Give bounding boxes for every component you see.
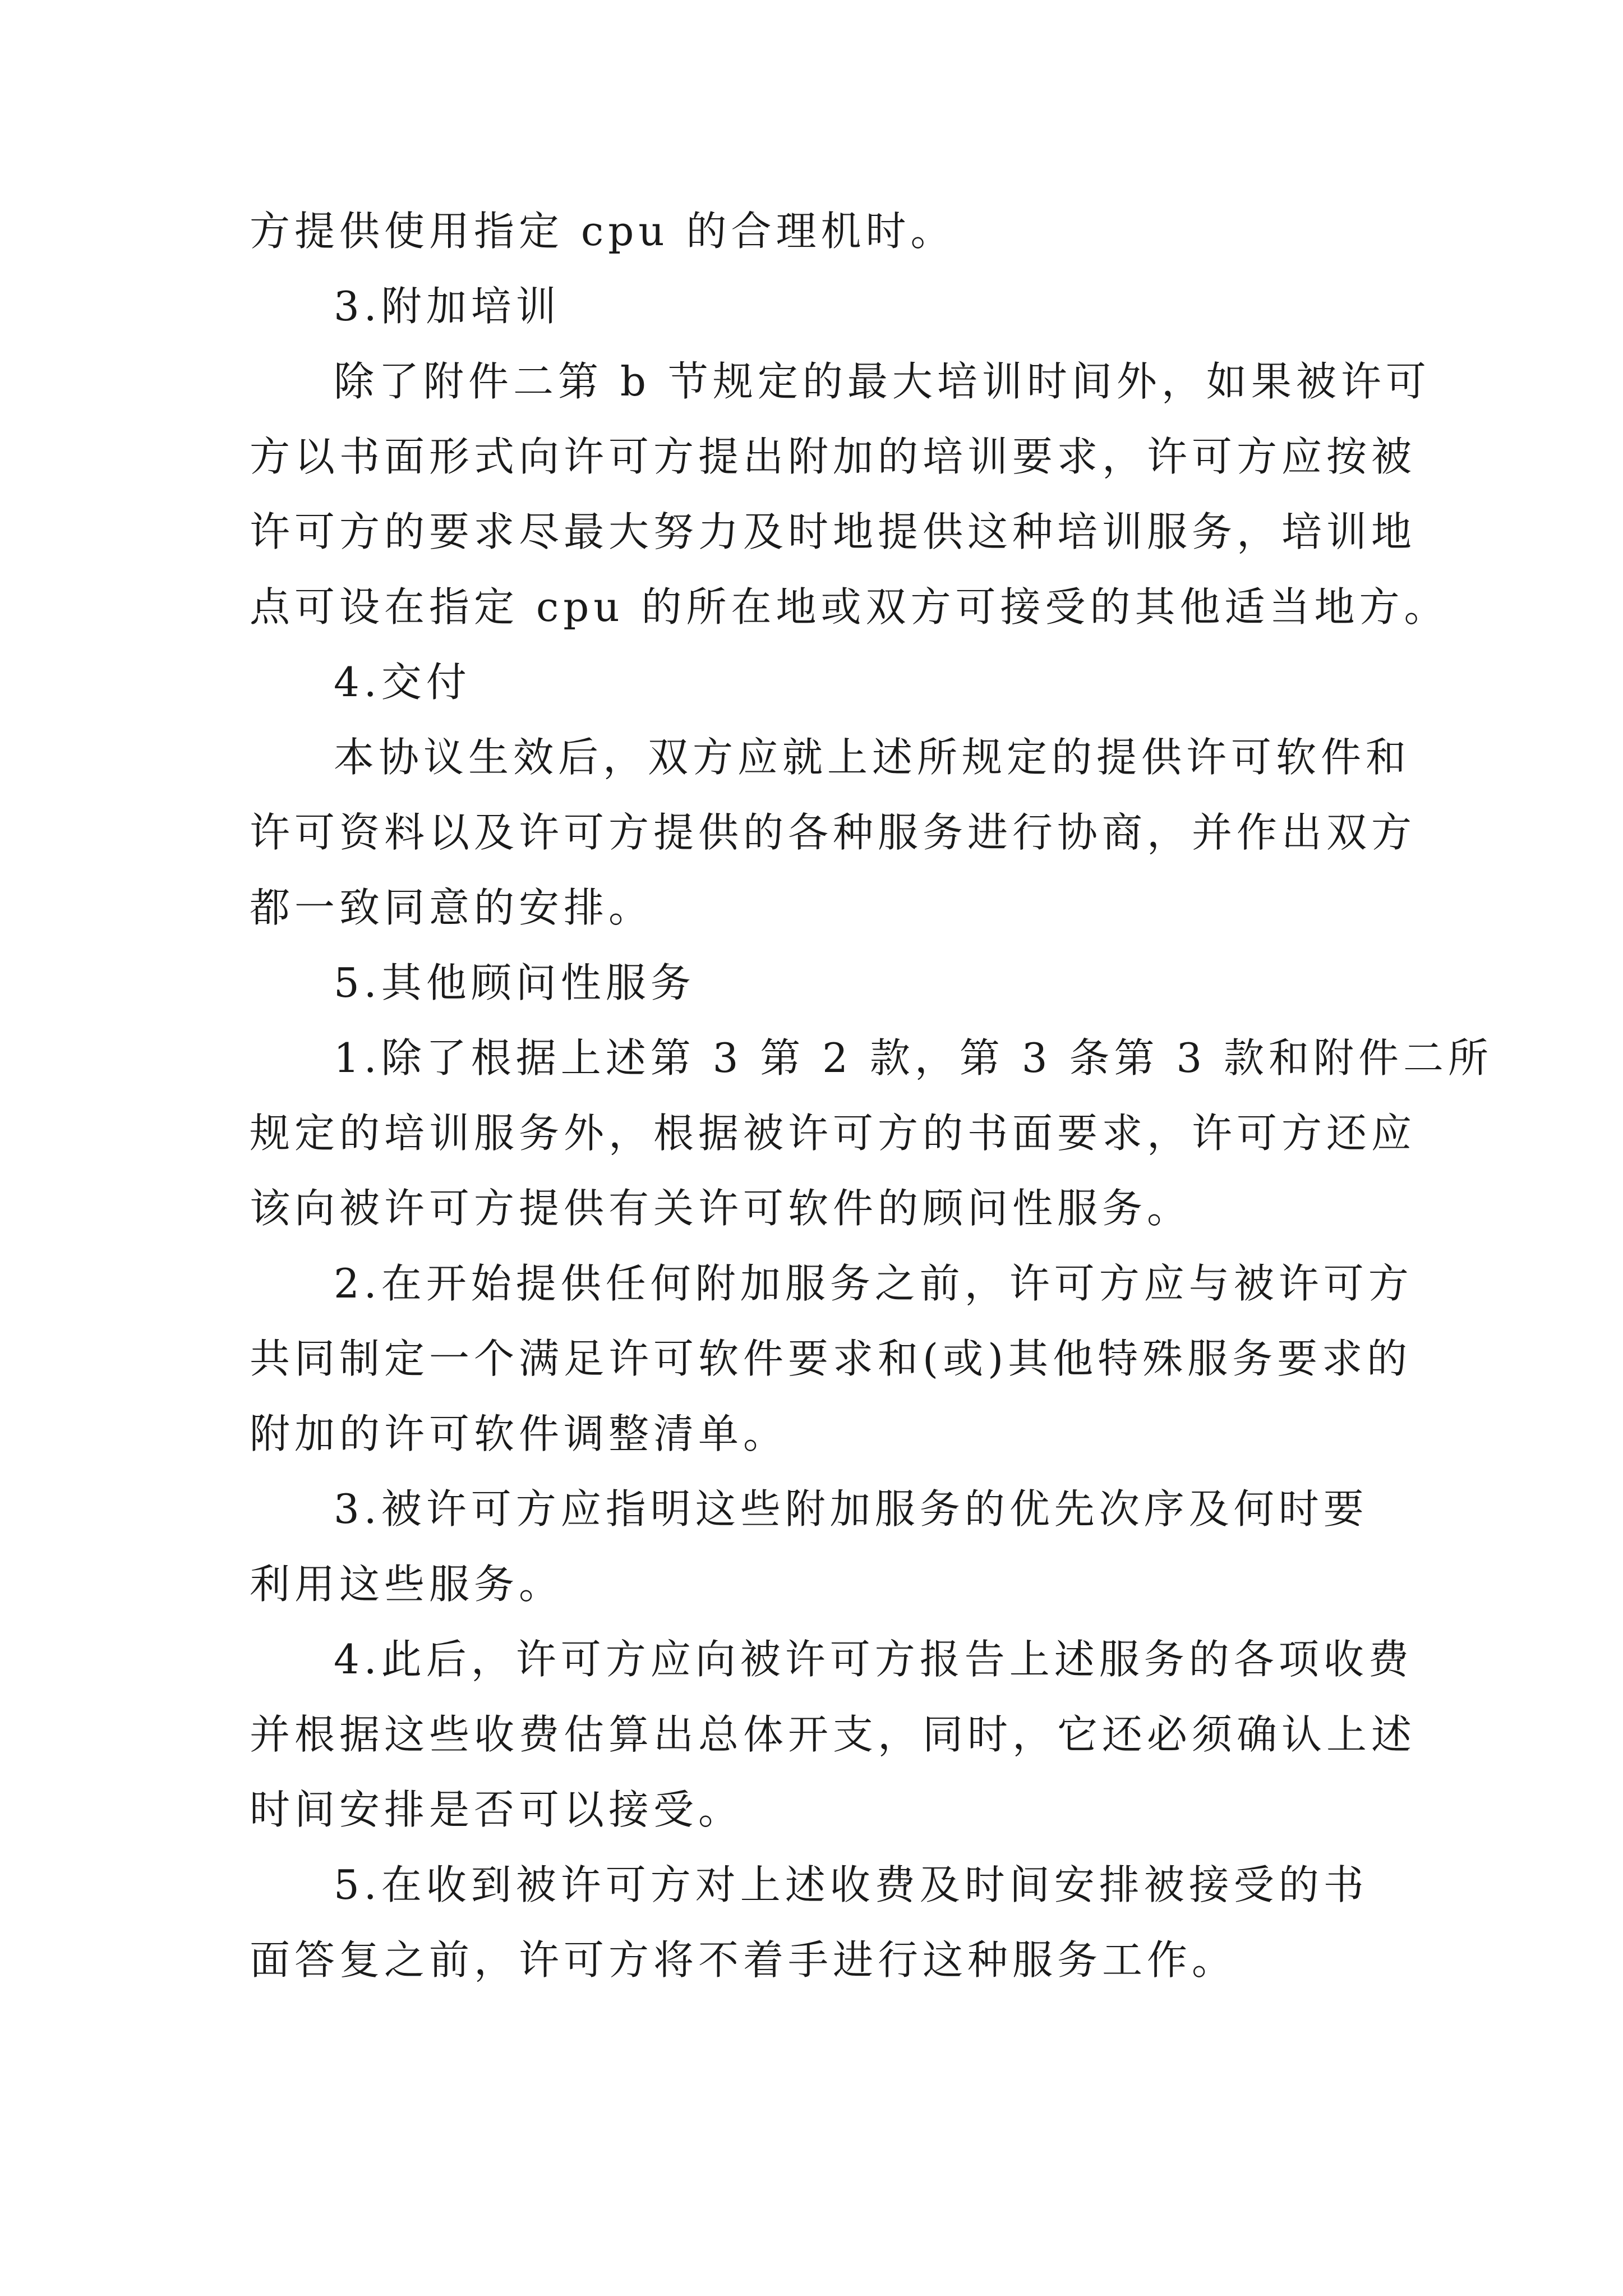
- text-line: 除了附件二第 b 节规定的最大培训时间外，如果被许可: [334, 358, 1431, 405]
- text-line: 都一致同意的安排。: [250, 884, 654, 931]
- text-line: 方以书面形式向许可方提出附加的培训要求，许可方应按被: [250, 433, 1417, 480]
- document-page: [250, 194, 1493, 1998]
- text-line: 点可设在指定 cpu 的所在地或双方可接受的其他适当地方。: [250, 583, 1449, 631]
- text-line: 并根据这些收费估算出总体开支，同时，它还必须确认上述: [250, 1711, 1417, 1758]
- text-line: 1.除了根据上述第 3 第 2 款，第 3 条第 3 款和附件二所: [334, 1034, 1493, 1082]
- text-line: 5.在收到被许可方对上述收费及时间安排被接受的书: [334, 1861, 1368, 1908]
- text-line: 利用这些服务。: [250, 1561, 564, 1608]
- text-line: 2.在开始提供任何附加服务之前，许可方应与被许可方: [334, 1260, 1413, 1307]
- section-heading: 3.附加培训: [334, 283, 561, 330]
- text-line: 该向被许可方提供有关许可软件的顾问性服务。: [250, 1185, 1192, 1232]
- text-line: 时间安排是否可以接受。: [250, 1786, 744, 1833]
- text-line: 附加的许可软件调整清单。: [250, 1410, 789, 1457]
- text-line: 3.被许可方应指明这些附加服务的优先次序及何时要: [334, 1485, 1368, 1533]
- section-heading: 4.交付: [334, 659, 471, 706]
- text-line: 许可资料以及许可方提供的各种服务进行协商，并作出双方: [250, 809, 1417, 856]
- text-line: 本协议生效后，双方应就上述所规定的提供许可软件和: [334, 734, 1411, 781]
- text-line: 方提供使用指定 cpu 的合理机时。: [250, 208, 956, 255]
- text-line: 许可方的要求尽最大努力及时地提供这种培训服务，培训地: [250, 508, 1417, 555]
- section-heading: 5.其他顾问性服务: [334, 959, 695, 1006]
- text-line: 面答复之前，许可方将不着手进行这种服务工作。: [250, 1936, 1237, 1984]
- text-line: 规定的培训服务外，根据被许可方的书面要求，许可方还应: [250, 1110, 1417, 1157]
- text-line: 4.此后，许可方应向被许可方报告上述服务的各项收费: [334, 1636, 1413, 1683]
- text-line: 共同制定一个满足许可软件要求和(或)其他特殊服务要求的: [250, 1335, 1412, 1382]
